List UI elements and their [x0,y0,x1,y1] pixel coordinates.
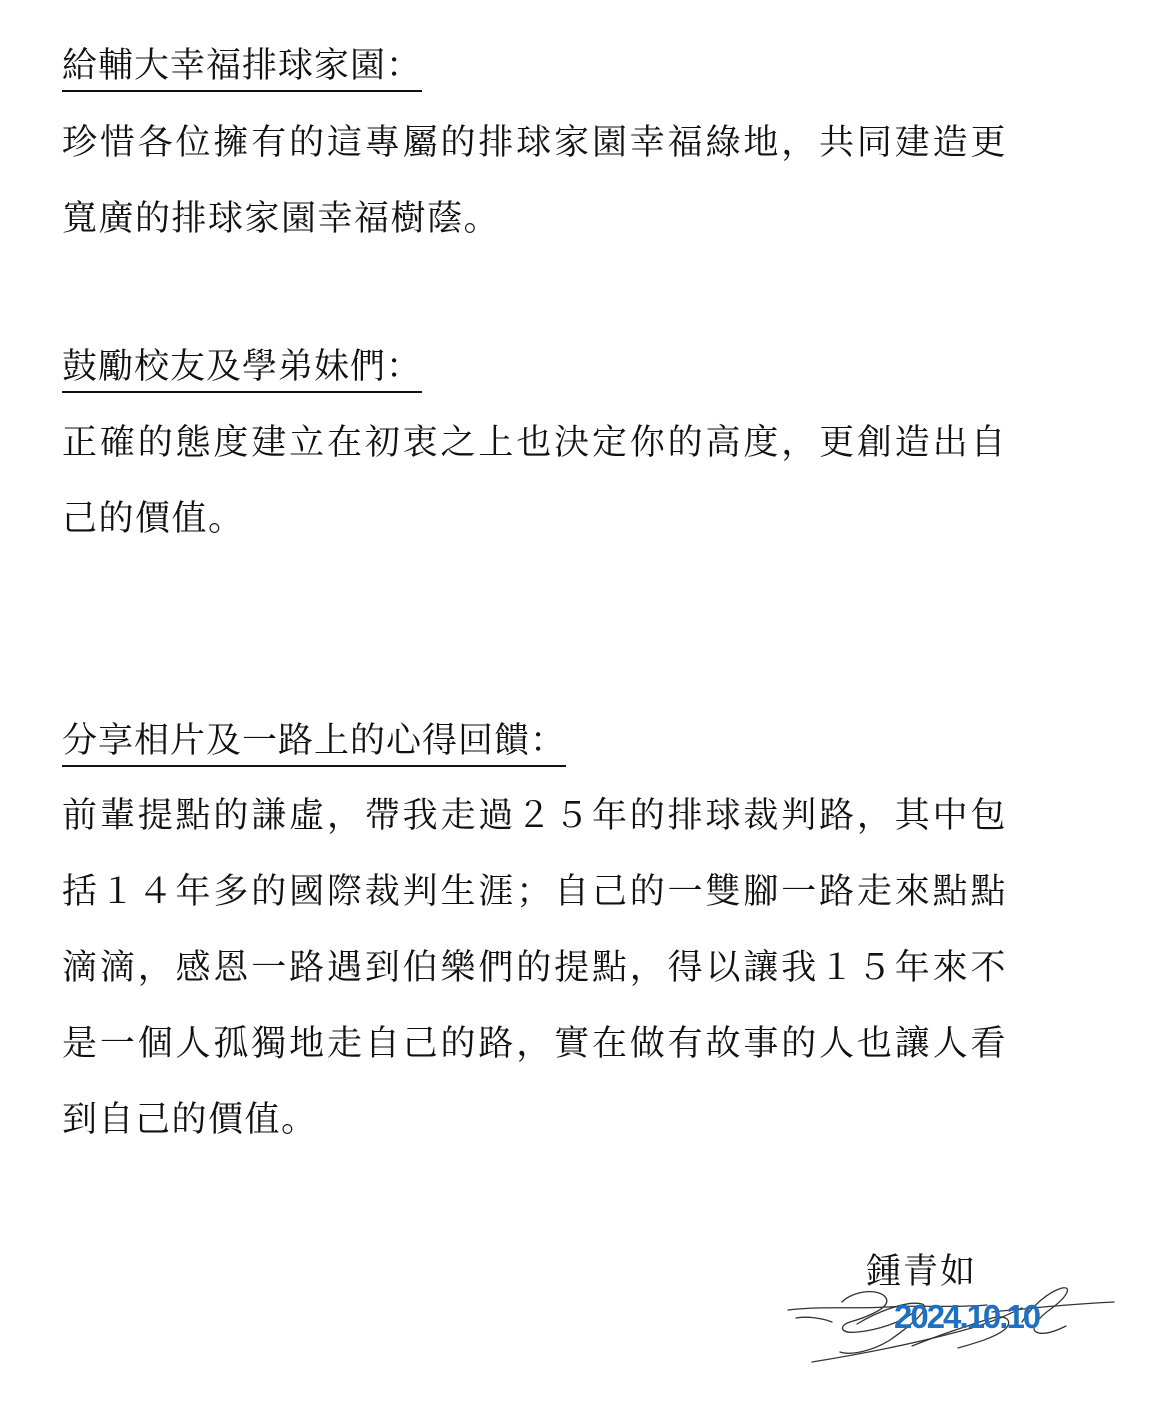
section-heading-encourage: 鼓勵校友及學弟妹們： [62,345,422,393]
section-body-home: 珍惜各位擁有的這專屬的排球家園幸福綠地，共同建造更寬廣的排球家園幸福樹蔭。 [62,123,1007,239]
section-body-encourage: 正確的態度建立在初衷之上也決定你的高度，更創造出自己的價值。 [62,423,1007,539]
signature-date: 2024.10.10 [894,1298,1040,1335]
signer-name: 鍾青如 [866,1252,978,1292]
section-body-share: 前輩提點的謙虛，帶我走過２５年的排球裁判路，其中包括１４年多的國際裁判生涯；自己的一雙腳一路走來點點滴滴，感恩一路遇到伯樂們的提點，得以讓我１５年來不是一個人孤獨地走自己的路，實在做有故事的人也讓人看到自己的價值。 [62,796,1007,1140]
handwritten-signature [782,1282,1122,1372]
section-heading-home: 給輔大幸福排球家園： [62,44,422,92]
section-heading-share: 分享相片及一路上的心得回饋： [62,719,566,767]
